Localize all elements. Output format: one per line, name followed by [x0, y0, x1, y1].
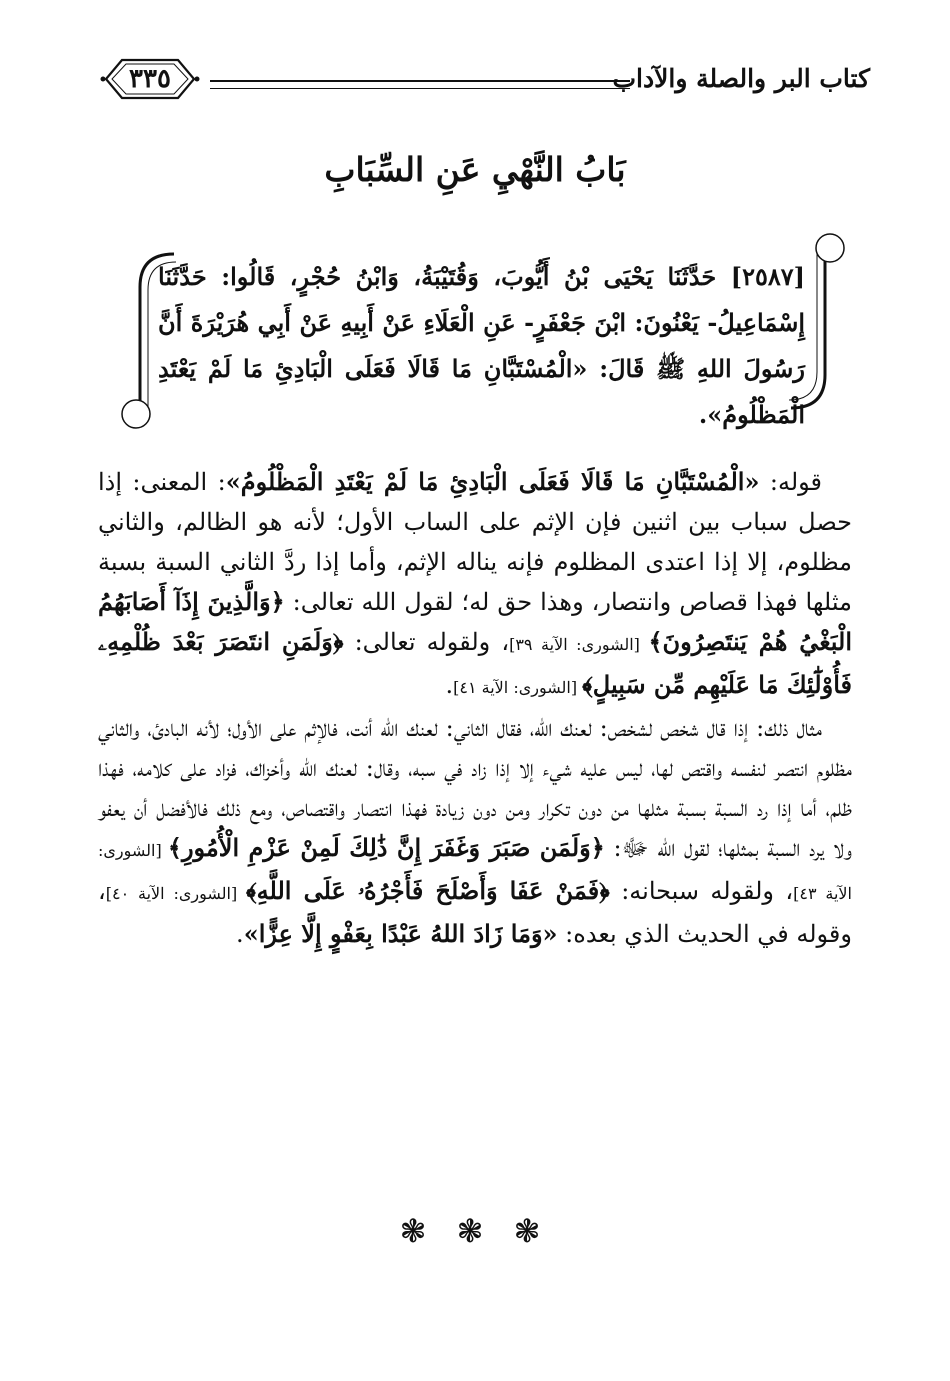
commentary-text: ، وقوله في الحديث الذي بعده:	[98, 877, 852, 948]
quran-verse: ﴿وَلَمَنِ انتَصَرَ بَعْدَ ظُلْمِهِۦ فَأُوْلَٰٓئِكَ مَا عَلَيْهِم مِّن سَبِيلٍ﴾	[98, 627, 852, 699]
page-header	[100, 50, 870, 110]
hadith-text: [٢٥٨٧] حَدَّثَنَا يَحْيَى بْنُ أَيُّوبَ، وَقُتَيْبَةُ، وَابْنُ حُجْرٍ، قَالُوا: حَدَّثَنَا إِسْمَاعِيلُ- يَعْنُونَ: ابْنَ جَعْفَرٍ- عَنِ الْعَلَاءِ عَنْ أَبِيهِ عَنْ أَبِي هُرَيْرَةَ أَنَّ رَسُولَ اللهِ ﷺ قَالَ: «الْمُسْتَبَّانِ مَا قَالَا فَعَلَى الْبَادِئِ مَا لَمْ يَعْتَدِ الْمَظْلُومُ».	[158, 262, 805, 429]
section-end-ornament-icon: ❃ ❃ ❃	[399, 1212, 551, 1250]
verse-reference: [الشورى: الآية ٣٩]	[509, 635, 649, 654]
commentary-text: ، ولقوله سبحانه:	[609, 877, 794, 905]
page-number-frame	[100, 54, 200, 104]
verse-reference: [الشورى: الآية ٤٣]	[98, 841, 852, 903]
quran-verse: ﴿فَمَنْ عَفَا وَأَصْلَحَ فَأَجْرُهُۥ عَلَى اللَّهِ﴾	[246, 876, 610, 905]
verse-reference: [الشورى: الآية ٤٠]	[105, 884, 247, 903]
running-title: كتاب البر والصلة والآداب	[612, 64, 870, 93]
header-rule	[210, 80, 630, 89]
verse-reference: [الشورى: الآية ٤١]	[453, 678, 583, 697]
hadith-box	[110, 232, 855, 430]
commentary-lead: قوله:	[759, 468, 823, 496]
hadith-quote: «وَمَا زَادَ اللهُ عَبْدًا بِعَفْوٍ إِلَّا عِزًّا»	[243, 919, 558, 948]
commentary	[98, 462, 852, 954]
quran-verse: ﴿وَالَّذِينَ إِذَآ أَصَابَهُمُ الْبَغْيُ هُمْ يَنتَصِرُونَ﴾	[98, 587, 853, 656]
chapter-title: بَابُ النَّهْيِ عَنِ السِّبَابِ	[324, 150, 626, 189]
commentary-text: : المعنى: إذا حصل سباب بين اثنين فإن الإثم على الساب الأول؛ لأنه هو الظالم، والثاني مظلوم، إلا إذا اعتدى المظلوم فإنه يناله الإثم، وأما إذا ردَّ الثاني السبة بسبة مثلها فهذا قصاص وانتصار، وهذا حق له؛ لقول الله تعالى:	[98, 468, 852, 616]
hadith-quote: «الْمُسْتَبَّانِ مَا قَالَا فَعَلَى الْبَادِئِ مَا لَمْ يَعْتَدِ الْمَظْلُومُ»	[225, 467, 760, 496]
commentary-text: ، ولقوله تعالى:	[343, 628, 510, 656]
quran-verse: ﴿وَلَمَن صَبَرَ وَغَفَرَ إِنَّ ذَٰلِكَ لَمِنْ عَزْمِ الْأُمُورِ﴾	[167, 833, 605, 862]
commentary-paragraph	[98, 708, 852, 954]
page-number: ٣٣٥	[129, 64, 171, 94]
commentary-text: .	[236, 920, 244, 948]
commentary-text: مثال ذلك: إذا قال شخص لشخص: لعنك الله، فقال الثاني: لعنك الله أنت، فالإثم على الأول؛ لأنه البادئ، والثاني مظلوم انتصر لنفسه واقتص لها، ليس عليه شيء إلا إذا زاد في سبه، وقال: لعنك الله وأخزاك، فزاد على كلامه، فهذا ظلم، أما إذا رد السبة بسبة مثلها من دون تكرار ومن دون زيادة فهذا انتصار واقتصاص، ومع ذلك فالأفضل أن يعفو ولا يرد السبة بمثلها؛ لقول الله ﷻ:	[98, 714, 852, 862]
commentary-text: .	[445, 671, 454, 699]
commentary-paragraph	[98, 462, 852, 708]
